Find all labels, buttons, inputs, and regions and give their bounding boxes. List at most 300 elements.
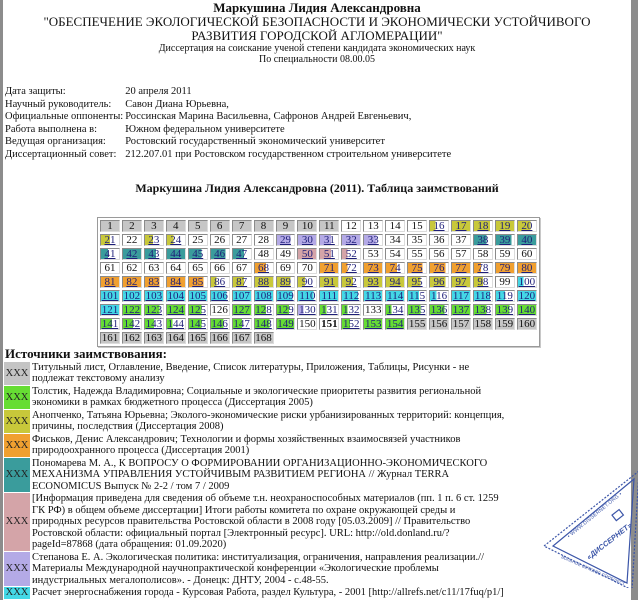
page-cell[interactable] [276, 290, 296, 302]
page-number[interactable]: 103 [145, 289, 163, 302]
page-cell[interactable] [166, 304, 186, 316]
page-number: 155 [408, 317, 426, 330]
page-number[interactable]: 104 [167, 289, 185, 302]
page-cell[interactable] [451, 262, 471, 274]
page-cell[interactable] [232, 290, 252, 302]
page-cell[interactable] [429, 276, 449, 288]
page-cell [144, 220, 164, 232]
page-number[interactable]: 91 [323, 275, 335, 288]
page-cell[interactable] [517, 234, 537, 246]
page-cell [319, 318, 339, 330]
page-cell [166, 262, 186, 274]
page-number: 14 [389, 219, 401, 232]
page-number[interactable]: 112 [343, 289, 360, 302]
page-cell[interactable] [188, 248, 208, 260]
page-cell [473, 318, 493, 330]
page-number: 57 [455, 247, 467, 260]
page-cell[interactable] [254, 318, 274, 330]
page-cell[interactable] [297, 304, 317, 316]
page-cell[interactable] [166, 276, 186, 288]
page-number: 11 [324, 219, 335, 232]
page-number[interactable]: 93 [367, 275, 379, 288]
page-number: 10 [301, 219, 313, 232]
page-number[interactable]: 42 [126, 247, 138, 260]
page-number[interactable]: 144 [167, 317, 185, 330]
page-number[interactable]: 108 [255, 289, 272, 302]
page-cell[interactable] [341, 234, 361, 246]
page-cell [232, 262, 252, 274]
page-number: 160 [518, 317, 536, 330]
page-cell[interactable] [144, 304, 164, 316]
page-cell[interactable] [363, 318, 383, 330]
page-cell [188, 262, 208, 274]
source-color-swatch: XXX [4, 493, 30, 551]
page-number[interactable]: 137 [452, 303, 470, 316]
page-number[interactable]: 111 [321, 289, 338, 302]
page-number: 12 [345, 219, 357, 232]
page-cell [122, 262, 142, 274]
page-number[interactable]: 95 [411, 275, 423, 288]
page-cell[interactable] [341, 318, 361, 330]
page-number[interactable]: 129 [277, 303, 294, 316]
page-number[interactable]: 40 [521, 233, 533, 246]
dissernet-stamp [535, 462, 638, 588]
page-cell[interactable] [385, 318, 405, 330]
source-item [4, 587, 506, 599]
page-number[interactable]: 135 [408, 303, 426, 316]
page-cell[interactable] [188, 290, 208, 302]
page-cell[interactable] [319, 304, 339, 316]
page-number[interactable]: 68 [258, 261, 270, 274]
page-cell [473, 248, 493, 260]
page-cell[interactable] [407, 290, 427, 302]
page-number[interactable]: 114 [387, 289, 404, 302]
page-number[interactable]: 143 [145, 317, 163, 330]
page-number[interactable]: 116 [430, 289, 448, 302]
page-number[interactable]: 105 [189, 289, 206, 302]
page-cell[interactable] [166, 234, 186, 246]
borrowing-grid [97, 217, 540, 347]
page-number: 65 [192, 261, 204, 274]
page-cell[interactable] [210, 290, 230, 302]
page-number[interactable]: 39 [499, 233, 511, 246]
page-number[interactable]: 43 [148, 247, 160, 260]
page-number: 37 [455, 233, 467, 246]
page-number[interactable]: 30 [301, 233, 313, 246]
page-cell[interactable] [319, 276, 339, 288]
page-cell[interactable] [100, 276, 120, 288]
page-cell[interactable] [385, 262, 405, 274]
page-number[interactable]: 146 [211, 317, 228, 330]
page-number: 13 [367, 219, 379, 232]
page-number[interactable]: 100 [518, 275, 536, 288]
page-number[interactable]: 132 [343, 303, 360, 316]
page-number[interactable]: 18 [477, 219, 489, 232]
page-cell[interactable] [473, 262, 493, 274]
page-cell [144, 262, 164, 274]
page-number: 64 [170, 261, 182, 274]
page-cell [429, 248, 449, 260]
page-cell[interactable] [451, 304, 471, 316]
page-number: 53 [367, 247, 379, 260]
page-cell[interactable] [254, 304, 274, 316]
page-cell[interactable] [495, 304, 515, 316]
source-color-swatch: XXX [4, 458, 30, 493]
page-number[interactable]: 119 [496, 289, 513, 302]
page-cell[interactable] [385, 276, 405, 288]
page-cell [166, 220, 186, 232]
source-item [4, 386, 506, 409]
page-cell[interactable] [100, 304, 120, 316]
page-number[interactable]: 98 [477, 275, 489, 288]
page-number: 1 [107, 219, 113, 232]
page-number[interactable]: 21 [104, 233, 116, 246]
page-cell[interactable] [495, 290, 515, 302]
page-cell[interactable] [385, 304, 405, 316]
page-cell[interactable] [407, 304, 427, 316]
page-number[interactable]: 88 [258, 275, 270, 288]
page-cell[interactable] [319, 262, 339, 274]
page-cell[interactable] [517, 276, 537, 288]
page-number[interactable]: 118 [474, 289, 491, 302]
source-description: Расчет энергоснабжения города - Курсовая Работа, раздел Культура, - 2001 [http://allrefs.net/c11/17fuq/p1/] [32, 587, 504, 599]
page-number[interactable]: 82 [126, 275, 138, 288]
page-cell[interactable] [517, 304, 537, 316]
source-description: Титульный лист, Оглавление, Введение, Список литературы, Приложения, Таблицы, Рисунки - не подлежат текстовому анализу [32, 361, 470, 385]
page-cell[interactable] [517, 262, 537, 274]
page-cell[interactable] [473, 304, 493, 316]
page-number[interactable]: 139 [496, 303, 514, 316]
page-cell[interactable] [495, 220, 515, 232]
page-number[interactable]: 136 [430, 303, 448, 316]
page-cell[interactable] [144, 276, 164, 288]
page-number[interactable]: 32 [345, 233, 357, 246]
page-cell[interactable] [122, 248, 142, 260]
page-cell[interactable] [144, 318, 164, 330]
page-number[interactable]: 29 [279, 233, 291, 246]
page-cell[interactable] [517, 220, 537, 232]
page-cell[interactable] [297, 248, 317, 260]
specialty-line: По специальности 08.00.05 [259, 54, 375, 65]
page-cell[interactable] [363, 262, 383, 274]
page-cell[interactable] [166, 318, 186, 330]
page-cell[interactable] [276, 318, 296, 330]
page-number[interactable]: 154 [386, 317, 404, 330]
page-number: 150 [299, 317, 316, 330]
page-number[interactable]: 140 [518, 303, 536, 316]
page-number[interactable]: 123 [145, 303, 163, 316]
page-number[interactable]: 81 [104, 275, 116, 288]
page-cell[interactable] [232, 318, 252, 330]
page-cell[interactable] [210, 248, 230, 260]
page-cell[interactable] [385, 290, 405, 302]
stamp-community-text: ВОЛЬНОЕ СЕТЕВОЕ СООБЩЕСТ [560, 554, 626, 587]
page-number[interactable]: 79 [499, 261, 511, 274]
page-cell[interactable] [473, 220, 493, 232]
grid-row [100, 248, 537, 260]
source-description: [Информация приведена для сведения об объеме т.н. неохраноспособных материалов (пп. 1 п. 6 ст. 1259 ГК РФ) в общем объеме диссертации] Итоги работы комитета по охране окружающей среды и природных ресурсов правительства Ростовской области в 2008 году [05.03.2009] // Правительство Ростовской области: официальный портал [Электронный ресурс]. URL: http://old.donland.ru/?pageId=87868 (дата обращения: 01.09.2020) [32, 493, 499, 551]
page-cell[interactable] [451, 276, 471, 288]
info-value: 20 апреля 2011 [125, 86, 192, 97]
page-number[interactable]: 20 [521, 219, 533, 232]
page-cell[interactable] [210, 276, 230, 288]
page-number[interactable]: 106 [211, 289, 228, 302]
source-item [4, 362, 506, 385]
page-number: 4 [173, 219, 179, 232]
page-number[interactable]: 51 [323, 247, 335, 260]
page-cell [254, 220, 274, 232]
page-number[interactable]: 110 [299, 289, 316, 302]
page-number: 164 [167, 331, 185, 344]
page-number[interactable]: 72 [345, 261, 357, 274]
page-cell[interactable] [363, 276, 383, 288]
page-number[interactable]: 75 [411, 261, 423, 274]
page-number[interactable]: 45 [192, 247, 204, 260]
page-number[interactable]: 117 [452, 289, 470, 302]
page-cell[interactable] [341, 304, 361, 316]
page-cell [385, 220, 405, 232]
page-cell [407, 248, 427, 260]
page-number[interactable]: 97 [455, 275, 467, 288]
page-cell[interactable] [100, 234, 120, 246]
page-number[interactable]: 74 [389, 261, 401, 274]
page-number[interactable]: 107 [233, 289, 250, 302]
page-cell[interactable] [363, 290, 383, 302]
page-number[interactable]: 101 [101, 289, 119, 302]
page-number: 35 [411, 233, 423, 246]
page-number[interactable]: 46 [214, 247, 226, 260]
page-number[interactable]: 109 [277, 289, 294, 302]
page-number[interactable]: 19 [499, 219, 511, 232]
page-number[interactable]: 17 [455, 219, 467, 232]
page-number: 6 [216, 219, 223, 232]
page-cell[interactable] [429, 262, 449, 274]
page-cell[interactable] [276, 276, 296, 288]
page-cell[interactable] [319, 248, 339, 260]
page-cell [276, 248, 296, 260]
page-cell[interactable] [495, 262, 515, 274]
page-number[interactable]: 131 [321, 303, 338, 316]
page-cell[interactable] [188, 318, 208, 330]
page-cell[interactable] [144, 248, 164, 260]
page-cell[interactable] [297, 276, 317, 288]
page-cell [297, 318, 317, 330]
page-cell[interactable] [166, 290, 186, 302]
page-cell[interactable] [144, 290, 164, 302]
page-cell[interactable] [166, 248, 186, 260]
page-cell[interactable] [210, 318, 230, 330]
page-cell [210, 332, 230, 344]
page-cell [517, 248, 537, 260]
page-number[interactable]: 152 [343, 317, 360, 330]
page-number[interactable]: 33 [367, 233, 379, 246]
page-number[interactable]: 77 [455, 261, 467, 274]
page-number: 9 [282, 219, 289, 232]
page-number: 167 [233, 331, 250, 344]
page-cell[interactable] [297, 234, 317, 246]
page-number[interactable]: 92 [345, 275, 357, 288]
page-cell [429, 318, 449, 330]
page-number[interactable]: 120 [518, 289, 536, 302]
page-cell[interactable] [122, 290, 142, 302]
page-cell[interactable] [276, 234, 296, 246]
page-cell[interactable] [429, 304, 449, 316]
page-cell[interactable] [319, 234, 339, 246]
page-number[interactable]: 125 [189, 303, 206, 316]
stamp-site-text: • WWW.DISSERNET.ORG • [566, 491, 624, 540]
page-cell [297, 262, 317, 274]
page-cell[interactable] [254, 262, 274, 274]
source-description: Фиськов, Денис Александрович; Технологии и формы хозяйственных взаимосвязей участников природоохранного процесса (Диссертация 2001) [32, 433, 461, 457]
page-number[interactable]: 122 [123, 303, 141, 316]
grid-row [100, 234, 537, 246]
page-number: 168 [255, 331, 272, 344]
page-cell[interactable] [473, 290, 493, 302]
page-cell[interactable] [495, 234, 515, 246]
page-cell[interactable] [341, 276, 361, 288]
page-cell[interactable] [144, 234, 164, 246]
page-cell[interactable] [254, 290, 274, 302]
page-cell [254, 234, 274, 246]
page-cell[interactable] [429, 220, 449, 232]
source-color-swatch: XXX [4, 386, 30, 409]
page-number[interactable]: 142 [123, 317, 141, 330]
page-number[interactable]: 83 [148, 275, 160, 288]
page-number: 62 [126, 261, 138, 274]
stamp-outer-triangle [544, 471, 638, 588]
page-number: 49 [279, 247, 291, 260]
page-cell[interactable] [451, 220, 471, 232]
grid-row [100, 262, 537, 274]
document-page [3, 0, 634, 600]
page-number[interactable]: 121 [101, 303, 119, 316]
page-number[interactable]: 130 [299, 303, 316, 316]
page-cell[interactable] [122, 304, 142, 316]
page-number[interactable]: 127 [233, 303, 250, 316]
page-number[interactable]: 134 [386, 303, 404, 316]
page-number[interactable]: 149 [277, 317, 294, 330]
page-cell[interactable] [254, 276, 274, 288]
page-number: 26 [214, 233, 226, 246]
page-number[interactable]: 147 [233, 317, 250, 330]
page-cell[interactable] [232, 248, 252, 260]
page-cell[interactable] [407, 276, 427, 288]
page-number[interactable]: 76 [433, 261, 445, 274]
page-number[interactable]: 94 [389, 275, 401, 288]
page-cell [429, 234, 449, 246]
info-row [5, 99, 451, 112]
page-cell[interactable] [517, 290, 537, 302]
borrowing-table-title: Маркушина Лидия Александровна (2011). Таблица заимствований [135, 180, 499, 195]
page-cell[interactable] [100, 290, 120, 302]
page-cell[interactable] [188, 304, 208, 316]
page-number[interactable]: 96 [433, 275, 445, 288]
page-cell[interactable] [276, 304, 296, 316]
page-number[interactable]: 89 [279, 275, 291, 288]
dissertation-title: "ОБЕСПЕЧЕНИЕ ЭКОЛОГИЧЕСКОЙ БЕЗОПАСНОСТИ И ЭКОНОМИЧЕСКИ УСТОЙЧИВОГО РАЗВИТИЯ ГОРОДСКОЙ АГЛОМЕРАЦИИ" [43, 14, 591, 43]
page-cell[interactable] [232, 304, 252, 316]
info-label: Научный руководитель: [5, 98, 112, 110]
page-number[interactable]: 141 [101, 317, 119, 330]
page-number[interactable]: 23 [148, 233, 160, 246]
page-cell[interactable] [122, 276, 142, 288]
page-cell[interactable] [188, 276, 208, 288]
page-cell[interactable] [363, 234, 383, 246]
page-cell[interactable] [407, 262, 427, 274]
page-number[interactable]: 85 [192, 275, 204, 288]
page-number[interactable]: 87 [236, 275, 248, 288]
page-number: 156 [430, 317, 448, 330]
page-cell [451, 248, 471, 260]
page-cell[interactable] [297, 290, 317, 302]
page-number[interactable]: 24 [170, 233, 182, 246]
page-cell[interactable] [473, 276, 493, 288]
page-number[interactable]: 115 [409, 289, 426, 302]
page-cell[interactable] [429, 290, 449, 302]
page-number[interactable]: 86 [214, 275, 226, 288]
page-cell[interactable] [100, 248, 120, 260]
dissertation-info-table [5, 86, 451, 162]
page-cell [122, 332, 142, 344]
page-number: 36 [433, 233, 445, 246]
page-number[interactable]: 31 [323, 233, 335, 246]
page-number: 162 [123, 331, 141, 344]
page-number[interactable]: 78 [477, 261, 489, 274]
page-cell [210, 262, 230, 274]
page-number[interactable]: 47 [236, 247, 248, 260]
page-number: 54 [389, 247, 401, 260]
page-number[interactable]: 102 [123, 289, 141, 302]
page-cell[interactable] [341, 262, 361, 274]
page-number: 67 [236, 261, 248, 274]
page-cell[interactable] [122, 318, 142, 330]
page-cell[interactable] [341, 248, 361, 260]
page-number: 166 [211, 331, 228, 344]
page-number[interactable]: 44 [170, 247, 182, 260]
page-number: 61 [104, 261, 116, 274]
page-cell[interactable] [451, 290, 471, 302]
page-number[interactable]: 84 [170, 275, 182, 288]
page-number[interactable]: 73 [367, 261, 379, 274]
page-cell[interactable] [100, 318, 120, 330]
page-number[interactable]: 71 [323, 261, 335, 274]
page-number[interactable]: 90 [301, 275, 313, 288]
page-number[interactable]: 80 [521, 261, 533, 274]
page-number[interactable]: 128 [255, 303, 272, 316]
page-number[interactable]: 52 [345, 247, 357, 260]
page-cell[interactable] [232, 276, 252, 288]
page-number[interactable]: 138 [474, 303, 492, 316]
page-number[interactable]: 145 [189, 317, 206, 330]
page-cell[interactable] [473, 234, 493, 246]
page-number[interactable]: 41 [104, 247, 116, 260]
page-cell [122, 220, 142, 232]
page-number[interactable]: 124 [167, 303, 185, 316]
page-cell [100, 262, 120, 274]
page-cell[interactable] [341, 290, 361, 302]
page-number[interactable]: 16 [433, 219, 445, 232]
page-number[interactable]: 38 [477, 233, 489, 246]
info-label: Официальные оппоненты: [5, 111, 124, 123]
page-number[interactable]: 50 [301, 247, 313, 260]
page-cell [385, 234, 405, 246]
page-number[interactable]: 148 [255, 317, 272, 330]
page-number: 48 [258, 247, 270, 260]
page-number[interactable]: 113 [365, 289, 382, 302]
page-cell[interactable] [319, 290, 339, 302]
source-item [4, 434, 506, 457]
page-number[interactable]: 153 [364, 317, 382, 330]
